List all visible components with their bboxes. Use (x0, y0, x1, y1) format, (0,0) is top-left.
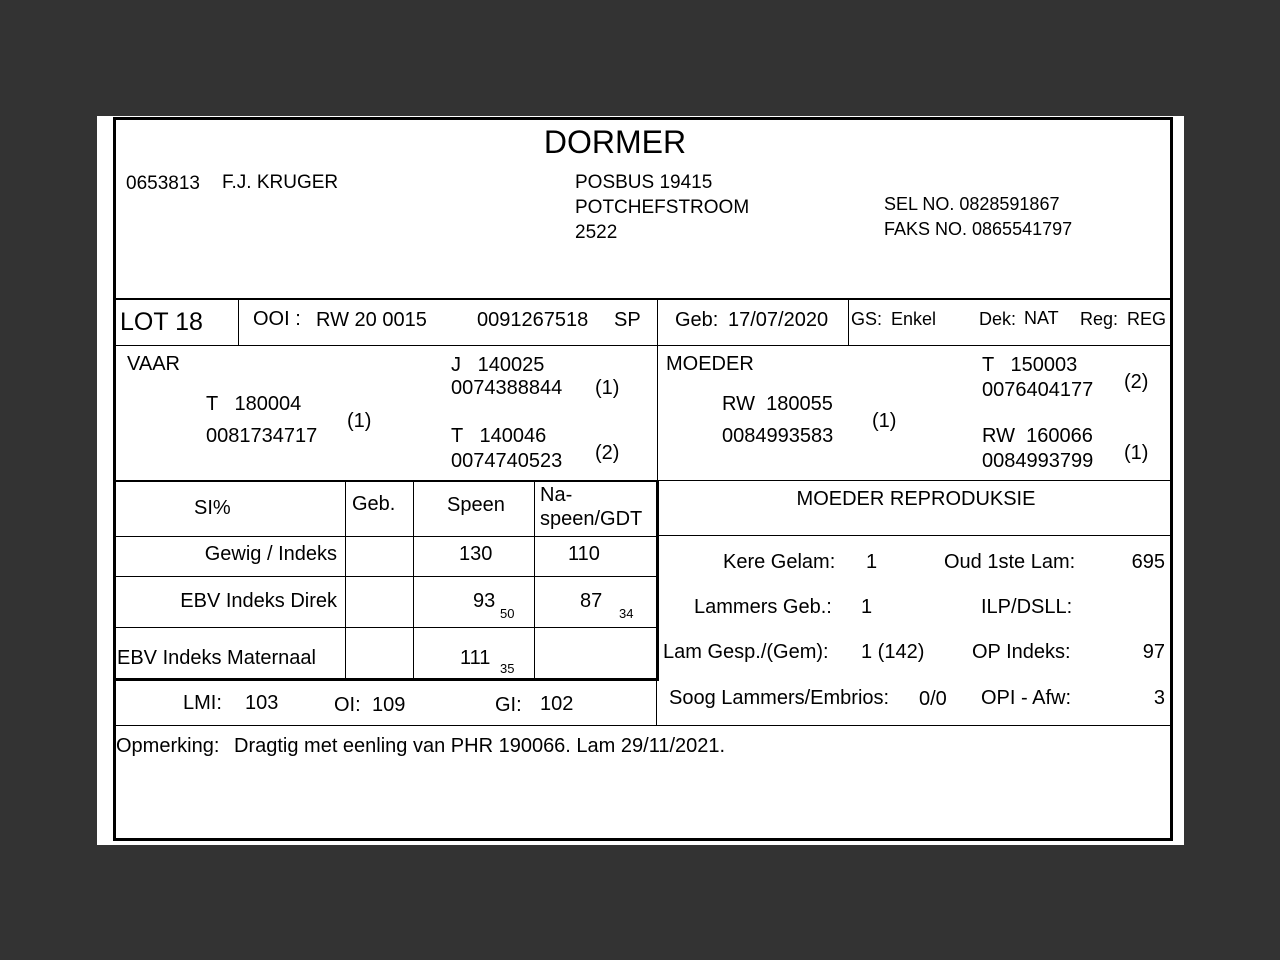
lambs-born-value: 1 (861, 596, 873, 618)
speen-header: Speen (447, 494, 505, 516)
weaned-value: 1 (142) (861, 641, 925, 663)
sire-sire-id: J 140025 (451, 354, 545, 376)
naspeen-subscript: 34 (619, 606, 634, 621)
dam-count: (1) (872, 410, 897, 432)
sire-sire-count: (1) (595, 377, 620, 399)
si-header: SI% (194, 497, 231, 519)
lambs-born-label: Lammers Geb.: (694, 596, 832, 618)
frame-left (113, 117, 116, 839)
divider (113, 627, 658, 628)
dam-dam-count: (1) (1124, 442, 1149, 464)
sire-id: T 180004 (206, 393, 302, 415)
cell-number: SEL NO. 0828591867 (884, 194, 1060, 214)
dam-label: MOEDER (666, 353, 754, 375)
sire-dam-id: T 140046 (451, 425, 547, 447)
divider (534, 481, 535, 679)
frame-top (113, 117, 1173, 120)
ilp-label: ILP/DSLL: (981, 596, 1073, 618)
ewe-id: RW 20 0015 (316, 309, 427, 331)
remarks-text: Dragtig met eenling van PHR 190066. Lam 29/11/2021. (234, 735, 726, 757)
catalog-card (97, 116, 1184, 845)
dam-id: RW 180055 (722, 393, 833, 415)
dam-sire-count: (2) (1124, 371, 1149, 393)
divider (656, 679, 657, 726)
opi-label: OPI - Afw: (981, 687, 1072, 709)
speen-value: 111 (460, 647, 491, 669)
naspeen-value: 87 (580, 590, 603, 612)
times-lambed-value: 1 (866, 551, 878, 573)
frame-bottom (113, 838, 1173, 841)
divider (113, 536, 658, 537)
breed-title: DORMER (543, 124, 687, 160)
reproduction-title: MOEDER REPRODUKSIE (796, 488, 1036, 510)
divider (113, 576, 658, 577)
divider (238, 299, 239, 345)
divider (848, 299, 849, 345)
first-lamb-age-label: Oud 1ste Lam: (944, 551, 1076, 573)
naspeen-value: 110 (568, 543, 600, 565)
divider (113, 678, 659, 681)
gs-label: GS: (851, 309, 883, 329)
gi-value: 102 (540, 693, 574, 715)
weaned-label: Lam Gesp./(Gem): (663, 641, 829, 663)
divider (345, 481, 346, 679)
reg-label: Reg: (1080, 309, 1119, 329)
op-index-value: 97 (1142, 641, 1165, 663)
ewe-label: OOI : (253, 308, 301, 330)
dam-sire-number: 0076404177 (982, 379, 1094, 401)
sire-label: VAAR (127, 353, 180, 375)
dek-label: Dek: (979, 309, 1017, 329)
divider (113, 725, 1173, 726)
divider (413, 481, 414, 679)
speen-subscript: 35 (500, 661, 515, 676)
divider (113, 480, 659, 482)
lot-number: LOT 18 (120, 308, 203, 336)
dam-number: 0084993583 (722, 425, 834, 447)
address-line-1: POSBUS 19415 (575, 172, 713, 193)
dam-dam-id: RW 160066 (982, 425, 1093, 447)
lmi-value: 103 (245, 692, 279, 714)
address-line-2: POTCHEFSTROOM (575, 197, 750, 218)
row-label: Gewig / Indeks (204, 543, 337, 565)
breeder-number: 0653813 (126, 173, 200, 194)
sire-count: (1) (347, 410, 372, 432)
times-lambed-label: Kere Gelam: (723, 551, 836, 573)
oi-label: OI: (334, 694, 361, 716)
divider (657, 299, 658, 345)
divider (656, 481, 659, 681)
gs-value: Enkel (891, 309, 937, 329)
dam-dam-number: 0084993799 (982, 450, 1094, 472)
geb-header: Geb. (352, 493, 396, 515)
row-label: EBV Indeks Direk (180, 590, 337, 612)
first-lamb-age-value: 695 (1131, 551, 1165, 573)
address-line-3: 2522 (575, 222, 618, 243)
op-index-label: OP Indeks: (972, 641, 1071, 663)
speen-value: 93 (473, 590, 496, 612)
speen-value: 130 (459, 543, 493, 565)
naspeen-header: Na- speen/GDT (540, 484, 643, 530)
oi-value: 109 (372, 694, 406, 716)
sire-number: 0081734717 (206, 425, 318, 447)
speen-subscript: 50 (500, 606, 515, 621)
breeder-name: F.J. KRUGER (222, 172, 339, 193)
ewe-code: SP (614, 309, 641, 331)
fax-number: FAKS NO. 0865541797 (884, 219, 1073, 239)
dam-sire-id: T 150003 (982, 354, 1078, 376)
frame-right (1170, 117, 1173, 839)
divider (113, 298, 1173, 300)
reg-value: REG (1127, 309, 1167, 329)
lmi-label: LMI: (183, 692, 222, 714)
sire-dam-count: (2) (595, 442, 620, 464)
row-label: EBV Indeks Maternaal (117, 647, 316, 669)
sire-dam-number: 0074740523 (451, 450, 563, 472)
sire-sire-number: 0074388844 (451, 377, 563, 399)
suckled-value: 0/0 (919, 688, 947, 710)
remarks-label: Opmerking: (116, 735, 220, 757)
gi-label: GI: (495, 694, 522, 716)
divider (659, 535, 1173, 536)
birth-label: Geb: (675, 309, 719, 331)
divider (113, 345, 1173, 346)
opi-value: 3 (1153, 687, 1165, 709)
suckled-label: Soog Lammers/Embrios: (669, 687, 890, 709)
birth-date: 17/07/2020 (728, 309, 829, 331)
dek-value: NAT (1024, 308, 1059, 328)
divider (657, 345, 658, 481)
ewe-number: 0091267518 (477, 309, 589, 331)
